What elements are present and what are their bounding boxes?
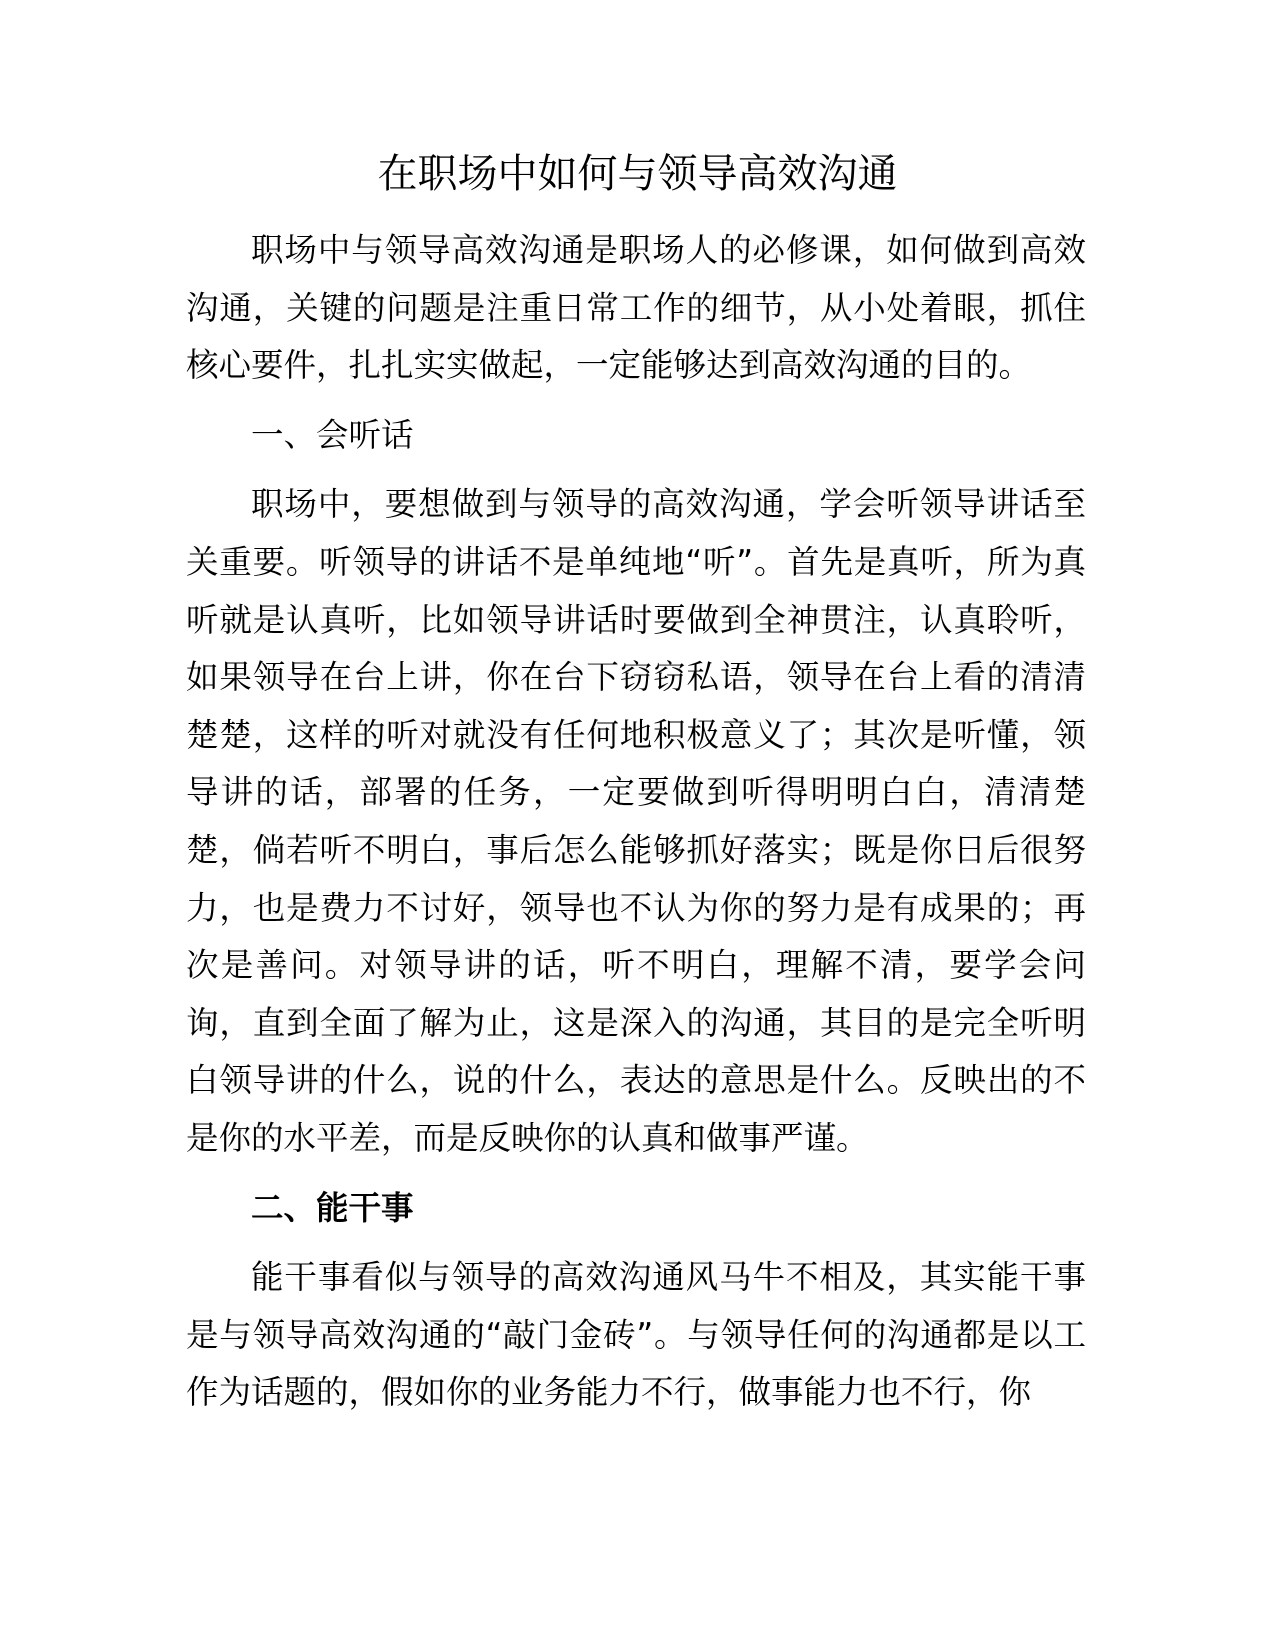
paragraph-gap [186, 395, 1086, 407]
section-body-1: 职场中，要想做到与领导的高效沟通，学会听领导讲话至关重要。听领导的讲话不是单纯地“听”。首先是真听，所为真听就是认真听，比如领导讲话时要做到全神贯注，认真聆听，如果领导在台上讲，你在台下窃窃私语，领导在台上看的清清楚楚，这样的听对就没有任何地积极意义了；其次是听懂，领导讲的话，部署的任务，一定要做到听得明明白白，清清楚楚，倘若听不明白，事后怎么能够抓好落实；既是你日后很努力，也是费力不讨好，领导也不认为你的努力是有成果的；再次是善问。对领导讲的话，听不明白，理解不清，要学会问询，直到全面了解为止，这是深入的沟通，其目的是完全听明白领导讲的什么，说的什么，表达的意思是什么。反映出的不是你的水平差，而是反映你的认真和做事严谨。 [186, 485, 1086, 1157]
section-body-2: 能干事看似与领导的高效沟通风马牛不相及，其实能干事是与领导高效沟通的“敲门金砖”。与领导任何的沟通都是以工作为话题的，假如你的业务能力不行，做事能力也不行，你 [186, 1258, 1086, 1412]
document-title: 在职场中如何与领导高效沟通 [377, 151, 898, 197]
document-body [186, 222, 1086, 1422]
section-heading-2: 二、能干事 [251, 1188, 414, 1227]
intro-paragraph: 职场中与领导高效沟通是职场人的必修课，如何做到高效沟通，关键的问题是注重日常工作的细节，从小处着眼，抓住核心要件，扎扎实实做起，一定能够达到高效沟通的目的。 [186, 231, 1086, 385]
paragraph-gap [186, 1168, 1086, 1180]
paragraph-gap [186, 1237, 1086, 1249]
section-heading-1: 一、会听话 [251, 415, 414, 454]
paragraph-gap [186, 464, 1086, 476]
